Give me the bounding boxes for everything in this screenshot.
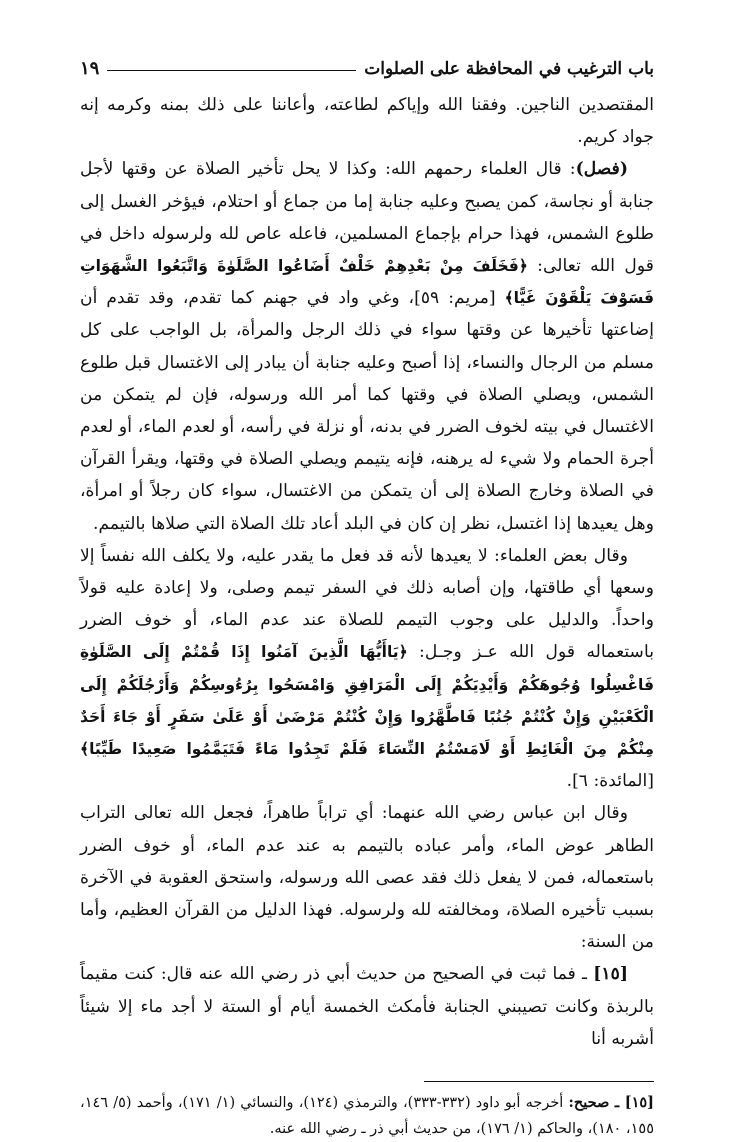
quran-verse: ﴿يَاأَيُّهَا الَّذِينَ آمَنُوا إِذَا قُمْتُمْ إِلَى الصَّلَوٰةِ فَاغْسِلُوا وُجُوهَكُمْ وَأَيْدِيَكُمْ إِلَى الْمَرَافِقِ وَامْسَحُوا بِرُءُوسِكُمْ وَأَرْجُلَكُمْ إِلَى الْكَعْبَيْنِ وَإِنْ كُنْتُمْ جُنُبًا فَاطَّهَّرُوا وَإِنْ كُنْتُمْ مَرْضَىٰ أَوْ عَلَىٰ سَفَرٍ أَوْ جَاءَ أَحَدٌ مِنْكُمْ مِنَ الْغَائِطِ أَوْ لَامَسْتُمُ النِّسَاءَ فَلَمْ تَجِدُوا مَاءً فَتَيَمَّمُوا صَعِيدًا طَيِّبًا﴾ bbox=[80, 643, 654, 759]
footnote: [١٥] ـ صحيح: أخرجه أبو داود (٣٣٢-٣٣٣)، والترمذي (١٢٤)، والنسائي (١/ ١٧١)، وأحمد (٥/ ١٤٦، ١٥٥، ١٨٠)، والحاكم (١/ ١٧٦)، من حديث أبي ذر ـ رضي الله عنه. bbox=[80, 1094, 655, 1138]
footnotes bbox=[80, 1090, 654, 1142]
page-number: ١٩ bbox=[80, 58, 100, 79]
footnote-separator bbox=[424, 1081, 654, 1082]
paragraph-continuation: المقتصدين الناجين. وفقنا الله وإياكم لطاعته، وأعاننا على ذلك بمنه وكرمه إنه جواد كريم. bbox=[80, 95, 654, 148]
section-label: (فصل) bbox=[575, 159, 628, 180]
running-header bbox=[80, 58, 654, 79]
chapter-title: باب الترغيب في المحافظة على الصلوات bbox=[364, 58, 654, 79]
hadith-number: [١٥] bbox=[593, 964, 628, 985]
paragraph-ibn-abbas: وقال ابن عباس رضي الله عنهما: أي تراباً طاهراً، فجعل الله تعالى التراب الطاهر عوض الماء، وأمر عباده بالتيمم به عند عدم الماء، أو خوف الضرر باستعماله، فمن لا يفعل ذلك فقد عصى الله ورسوله، واستحق العقوبة في الآخرة بسبب تأخيره الصلاة، ومخالفته لله ولرسوله. فهذا الدليل من القرآن العظيم، وأما من السنة: bbox=[80, 803, 654, 953]
quran-verse: ﴿فَخَلَفَ مِنْ بَعْدِهِمْ خَلْفٌ أَضَاعُوا الصَّلَوٰةَ وَاتَّبَعُوا الشَّهَوَاتِ فَسَوْفَ يَلْقَوْنَ غَيًّا﴾ bbox=[80, 257, 654, 308]
paragraph-fasl: (فصل): قال العلماء رحمهم الله: وكذا لا يحل تأخير الصلاة عن وقتها لأجل جنابة أو نجاسة، كمن يصبح وعليه جنابة إما من جماع أو احتلام، فيؤخر الغسل إلى طلوع الشمس، فهذا حرام بإجماع المسلمين، فاعله عاص لله ولرسوله داخل في قول الله تعالى: ﴿فَخَلَفَ مِنْ بَعْدِهِمْ خَلْفٌ أَضَاعُوا الصَّلَوٰةَ وَاتَّبَعُوا الشَّهَوَاتِ فَسَوْفَ يَلْقَوْنَ غَيًّا﴾ [مريم: ٥٩]، وغي واد في جهنم كما تقدم، وقد تقدم أن إضاعتها تأخيرها عن وقتها سواء في ذلك الرجل والمرأة، بل الواجب على كل مسلم من الرجال والنساء، إذا أصبح وعليه جنابة أن يبادر إلى الاغتسال قبل طلوع الشمس، ويصلي الصلاة في وقتها كما أمر الله ورسوله، فإن لم يتمكن من الاغتسال في بيته لخوف الضرر في بدنه، أو نزلة في رأسه، أو لعدم الماء، أو لعدم أجرة الحمام ولا شيء له يرهنه، فإنه يتيمم ويصلي الصلاة في وقتها، ويقرأ القرآن في الصلاة وخارج الصلاة إلى أن يتمكن من الاغتسال، سواء كان رجلاً أو امرأة، وهل يعيدها إذا اغتسل، نظر إن كان في البلد أعاد تلك الصلاة التي صلاها بالتيمم. bbox=[80, 159, 654, 534]
main-text bbox=[80, 89, 654, 1055]
paragraph-hadith: [١٥] ـ فما ثبت في الصحيح من حديث أبي ذر رضي الله عنه قال: كنت مقيماً بالربذة وكانت تصيبني الجنابة فأمكث الخمسة أيام أو الستة لا أجد ماء إلا شيئاً أشربه أنا bbox=[80, 964, 654, 1049]
header-rule bbox=[107, 70, 356, 71]
paragraph-scholars: وقال بعض العلماء: لا يعيدها لأنه قد فعل ما يقدر عليه، ولا يكلف الله نفساً إلا وسعها أي طاقتها، وإن أصابه ذلك في السفر تيمم وصلى، ولا إعادة عليه قولاً واحداً. والدليل على وجوب التيمم للصلاة عند عدم الماء، أو خوف الضرر باستعماله قول الله عـز وجـل: ﴿يَاأَيُّهَا الَّذِينَ آمَنُوا إِذَا قُمْتُمْ إِلَى الصَّلَوٰةِ فَاغْسِلُوا وُجُوهَكُمْ وَأَيْدِيَكُمْ إِلَى الْمَرَافِقِ وَامْسَحُوا بِرُءُوسِكُمْ وَأَرْجُلَكُمْ إِلَى الْكَعْبَيْنِ وَإِنْ كُنْتُمْ جُنُبًا فَاطَّهَّرُوا وَإِنْ كُنْتُمْ مَرْضَىٰ أَوْ عَلَىٰ سَفَرٍ أَوْ جَاءَ أَحَدٌ مِنْكُمْ مِنَ الْغَائِطِ أَوْ لَامَسْتُمُ النِّسَاءَ فَلَمْ تَجِدُوا مَاءً فَتَيَمَّمُوا صَعِيدًا طَيِّبًا﴾ [المائدة: ٦]. bbox=[80, 545, 654, 792]
footnote-label: [١٥] ـ صحيح: bbox=[568, 1094, 655, 1112]
